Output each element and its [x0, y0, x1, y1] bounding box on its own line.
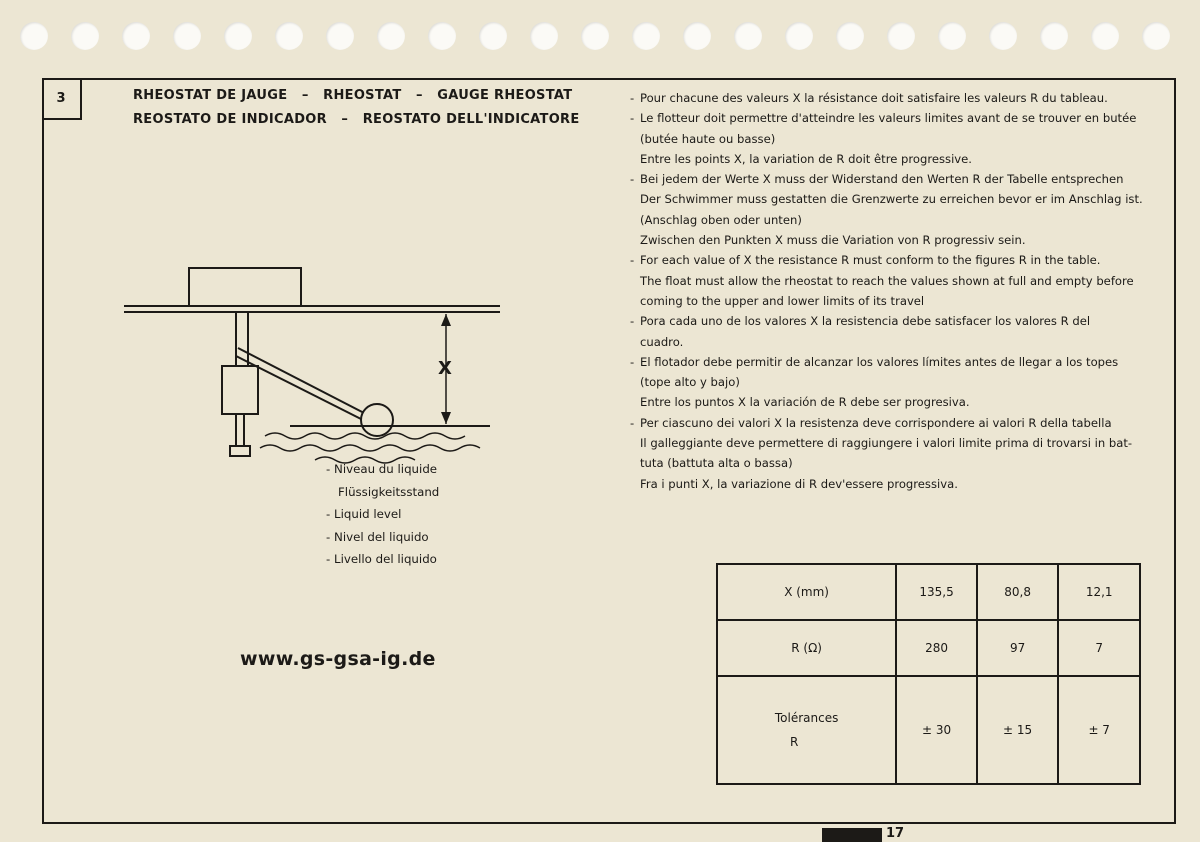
binder-hole: [20, 22, 48, 50]
arrow-up-icon: [441, 314, 451, 326]
binder-hole: [377, 22, 405, 50]
binder-hole: [1142, 22, 1170, 50]
binder-hole: [989, 22, 1017, 50]
binder-hole: [71, 22, 99, 50]
text-line: cuadro.: [640, 334, 684, 349]
x-value: 12,1: [1058, 564, 1140, 620]
r-value: 7: [1058, 620, 1140, 676]
text-line: Zwischen den Punkten X muss die Variation von R progressiv sein.: [640, 233, 1026, 248]
legend-item-fr: - Niveau du liquide: [326, 462, 438, 476]
page-number: 17: [886, 826, 905, 841]
binder-hole: [938, 22, 966, 50]
tolerance-value: ± 7: [1058, 676, 1140, 784]
r-value: 97: [977, 620, 1059, 676]
text-line: - Pour chacune des valeurs X la résistance doit satisfaire les valeurs R du tableau.: [626, 88, 1178, 108]
binder-hole: [785, 22, 813, 50]
rheostat-housing: [189, 268, 301, 306]
legend-item-en: - Liquid level: [326, 507, 402, 522]
rheostat-cylinder: [222, 366, 258, 414]
text-line: (tope alto y bajo): [640, 375, 740, 390]
binder-hole: [326, 22, 354, 50]
float-ball: [361, 404, 393, 436]
text-line: coming to the upper and lower limits of its travel: [640, 293, 925, 308]
liquid-waves: [265, 433, 465, 439]
binder-hole: [224, 22, 252, 50]
section-number: 3: [42, 78, 82, 120]
binder-hole: [887, 22, 915, 50]
text-line: Der Schwimmer muss gestatten die Grenzwerte zu erreichen bevor er im Anschlag ist.: [640, 192, 1143, 207]
table-row-tolerances: [717, 676, 1140, 784]
binder-hole: [428, 22, 456, 50]
binder-hole: [683, 22, 711, 50]
text-line: Fra i punti X, la variazione di R dev'essere progressiva.: [640, 476, 958, 491]
website-url: www.gs-gsa-ig.de: [240, 648, 436, 670]
legend-item-it: - Livello del liquido: [326, 552, 437, 567]
legend-item-es: - Nivel del liquido: [326, 529, 429, 544]
text-line: (Anschlag oben oder unten): [640, 212, 802, 227]
r-value: 280: [896, 620, 977, 676]
text-line: Entre les points X, la variation de R doit être progressive.: [640, 151, 972, 166]
binder-hole: [530, 22, 558, 50]
binder-hole: [836, 22, 864, 50]
tolerances-r-label: R: [790, 735, 799, 750]
row-label-r: R (Ω): [717, 620, 896, 676]
x-value: 80,8: [977, 564, 1059, 620]
binder-hole: [1091, 22, 1119, 50]
binder-hole: [581, 22, 609, 50]
text-line: - El flotador debe permitir de alcanzar los valores límites antes de llegar a los topes: [626, 352, 1178, 372]
text-line: tuta (battuta alta o bassa): [640, 456, 793, 471]
text-line: (butée haute ou basse): [640, 131, 776, 146]
arrow-down-icon: [441, 412, 451, 424]
text-line: - Pora cada uno de los valores X la resistencia debe satisfacer los valores R del: [626, 311, 1178, 331]
dimension-x-label: X: [438, 358, 452, 379]
text-line: - Le flotteur doit permettre d'atteindre les valeurs limites avant de se trouver en butée: [626, 108, 1178, 128]
footer-bar: [822, 828, 882, 842]
text-line: Entre los puntos X la variación de R debe ser progresiva.: [640, 395, 970, 410]
text-line: Il galleggiante deve permettere di raggiungere i valori limite prima di trovarsi in bat-: [640, 436, 1133, 451]
row-label-tolerances: [717, 676, 896, 784]
resistance-table: [716, 563, 1141, 785]
binder-hole: [479, 22, 507, 50]
row-label-x: X (mm): [717, 564, 896, 620]
text-line: - Per ciascuno dei valori X la resistenza deve corrispondere ai valori R della tabella: [626, 413, 1178, 433]
binder-hole: [275, 22, 303, 50]
gauge-rheostat-diagram: [120, 260, 510, 470]
binder-holes: [0, 22, 1200, 56]
section-title-line-2: REOSTATO DE INDICADOR – REOSTATO DELL'INDICATORE: [133, 112, 580, 127]
tolerances-label: Tolérances: [774, 711, 839, 726]
section-title-line-1: RHEOSTAT DE JAUGE – RHEOSTAT – GAUGE RHEOSTAT: [133, 88, 573, 103]
text-line: The float must allow the rheostat to reach the values shown at full and empty before: [640, 273, 1134, 288]
binder-hole: [1040, 22, 1068, 50]
binder-hole: [734, 22, 762, 50]
text-line: - For each value of X the resistance R must conform to the figures R in the table.: [626, 250, 1178, 270]
x-value: 135,5: [896, 564, 977, 620]
binder-hole: [173, 22, 201, 50]
legend-item-de: Flüssigkeitsstand: [338, 484, 440, 499]
tolerance-value: ± 15: [977, 676, 1059, 784]
binder-hole: [632, 22, 660, 50]
table-row-x: [717, 564, 1140, 620]
stem-end: [230, 446, 250, 456]
text-line: - Bei jedem der Werte X muss der Widerstand den Werten R der Tabelle entsprechen: [626, 169, 1178, 189]
instructions-text: [626, 88, 1178, 494]
binder-hole: [122, 22, 150, 50]
tolerance-value: ± 30: [896, 676, 977, 784]
liquid-level-legend: [326, 458, 439, 571]
table-row-r: [717, 620, 1140, 676]
